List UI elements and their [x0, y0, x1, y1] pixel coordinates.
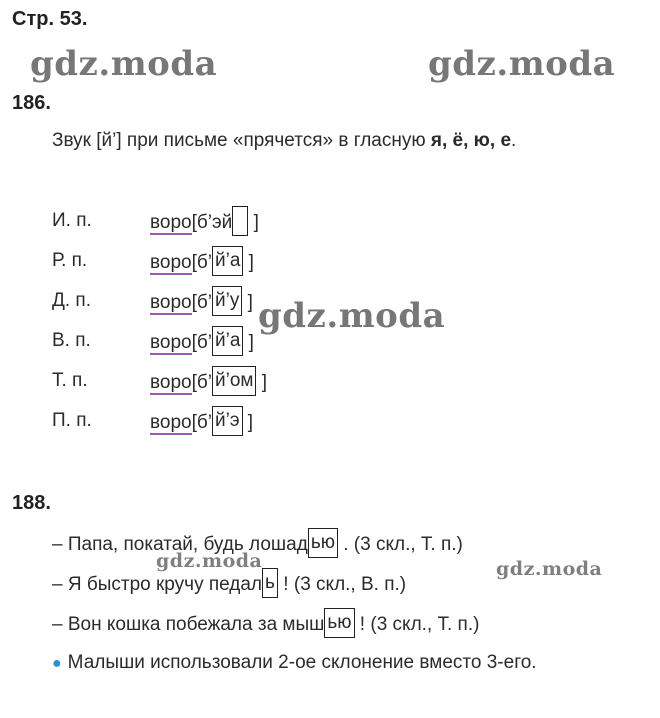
case-label: Р. п. [52, 250, 88, 271]
line-note: . (3 скл., Т. п.) [337, 534, 463, 556]
ending-box: й’у [212, 286, 242, 316]
ending-box: й’ом [212, 366, 256, 396]
bracket: ] [256, 372, 268, 394]
bracket: ] [242, 412, 254, 434]
line-note: ! (3 скл., В. п.) [278, 574, 407, 596]
transcription: [б’эй [191, 212, 233, 234]
conclusion-line [52, 652, 537, 674]
ending-box [232, 206, 248, 236]
transcription: [б’ [191, 372, 212, 394]
watermark: gdz.moda [258, 296, 446, 336]
line-text: – Папа, покатай, будь лошад [52, 534, 308, 556]
ending-box: й’э [212, 406, 243, 436]
case-label: В. п. [52, 330, 91, 351]
ending-box: й’а [212, 326, 243, 356]
task-186-intro [52, 130, 516, 152]
case-label: П. п. [52, 410, 92, 431]
watermark: gdz.moda [496, 558, 603, 580]
dialogue-line [52, 572, 406, 598]
watermark: gdz.moda [30, 44, 218, 84]
word-form [150, 210, 259, 236]
dialogue-line [52, 532, 463, 558]
task-number-186: 186. [12, 92, 51, 114]
watermark: gdz.moda [156, 550, 263, 572]
transcription: [б’ [191, 332, 212, 354]
word-form [150, 250, 254, 276]
ending-box: ью [308, 528, 338, 558]
intro-end: . [511, 130, 517, 151]
ending-box: й’а [212, 246, 243, 276]
bullet-icon: ● [52, 655, 62, 672]
case-label: И. п. [52, 210, 92, 231]
bracket: ] [243, 252, 254, 274]
word-form [150, 370, 267, 396]
dialogue-line [52, 612, 479, 638]
word-root: воро [150, 372, 192, 394]
watermark: gdz.moda [428, 44, 616, 84]
bracket: ] [243, 332, 254, 354]
intro-text: Звук [й’] при письме «прячется» в гласную [52, 130, 431, 151]
word-form [150, 330, 254, 356]
transcription: [б’ [191, 292, 212, 314]
line-note: ! (3 скл., Т. п.) [354, 614, 480, 636]
task-number-188: 188. [12, 492, 51, 514]
word-form [150, 410, 253, 436]
word-root: воро [150, 252, 192, 274]
transcription: [б’ [191, 252, 212, 274]
word-root: воро [150, 412, 192, 434]
intro-bold-letters: я, ё, ю, е [430, 130, 512, 151]
ending-box: ью [324, 608, 354, 638]
word-root: воро [150, 292, 192, 314]
word-root: воро [150, 212, 192, 234]
bracket: ] [242, 292, 253, 314]
line-text: – Вон кошка побежала за мыш [52, 614, 325, 636]
ending-box: ь [262, 568, 278, 598]
case-label: Т. п. [52, 370, 88, 391]
conclusion-text: Малыши использовали 2-ое склонение вместо 3-его. [67, 652, 537, 673]
page-title: Стр. 53. [12, 8, 88, 30]
transcription: [б’ [191, 412, 212, 434]
word-form [150, 290, 253, 316]
line-text: – Я быстро кручу педал [52, 574, 263, 596]
case-label: Д. п. [52, 290, 91, 311]
bracket: ] [248, 212, 259, 234]
word-root: воро [150, 332, 192, 354]
